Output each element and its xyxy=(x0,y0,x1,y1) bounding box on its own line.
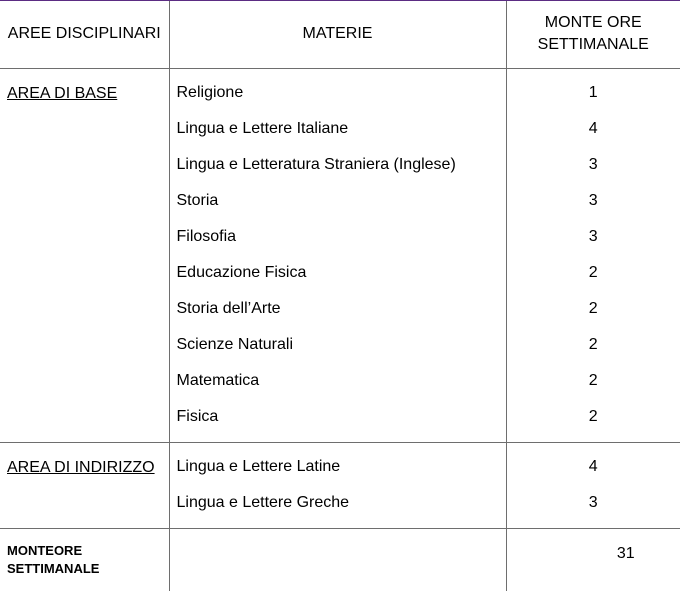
subject-hours: 3 xyxy=(507,190,680,226)
subject-name: Storia xyxy=(170,190,506,226)
subject-name: Matematica xyxy=(170,370,506,406)
area-label-indirizzo: AREA DI INDIRIZZO xyxy=(0,443,169,478)
subject-hours: 2 xyxy=(507,334,680,370)
table-header-row xyxy=(0,0,680,69)
subject-name: Filosofia xyxy=(170,226,506,262)
subject-hours: 2 xyxy=(507,406,680,442)
subject-hours: 4 xyxy=(507,456,680,492)
total-empty-cell xyxy=(169,529,506,591)
total-label: MONTEORE SETTIMANALE xyxy=(0,529,169,578)
subject-list-indirizzo xyxy=(170,443,506,528)
subject-hours: 4 xyxy=(507,118,680,154)
subject-hours: 2 xyxy=(507,298,680,334)
subject-hours: 2 xyxy=(507,262,680,298)
subject-name: Religione xyxy=(170,82,506,118)
subject-name: Lingua e Lettere Greche xyxy=(170,492,506,528)
table-row-area-base xyxy=(0,69,680,443)
total-value: 31 xyxy=(507,529,680,565)
subject-name: Lingua e Lettere Latine xyxy=(170,456,506,492)
subject-name: Educazione Fisica xyxy=(170,262,506,298)
header-monte-ore: MONTE ORE SETTIMANALE xyxy=(506,0,680,69)
subject-name: Lingua e Lettere Italiane xyxy=(170,118,506,154)
subject-name: Lingua e Letteratura Straniera (Inglese) xyxy=(170,154,506,190)
subject-hours: 1 xyxy=(507,82,680,118)
subject-list-base xyxy=(170,69,506,442)
header-materie: MATERIE xyxy=(169,0,506,69)
subject-hours: 3 xyxy=(507,492,680,528)
subject-hours: 3 xyxy=(507,154,680,190)
hours-list-indirizzo xyxy=(507,443,680,528)
hours-list-base xyxy=(507,69,680,442)
subject-hours: 2 xyxy=(507,370,680,406)
subject-name: Storia dell’Arte xyxy=(170,298,506,334)
header-area-disciplinari: AREE DISCIPLINARI xyxy=(0,0,169,69)
table-row-area-indirizzo xyxy=(0,443,680,529)
subject-hours: 3 xyxy=(507,226,680,262)
top-accent-rule xyxy=(0,0,680,1)
area-label-base: AREA DI BASE xyxy=(0,69,169,104)
table-row-total xyxy=(0,529,680,591)
subject-name: Fisica xyxy=(170,406,506,442)
subject-name: Scienze Naturali xyxy=(170,334,506,370)
